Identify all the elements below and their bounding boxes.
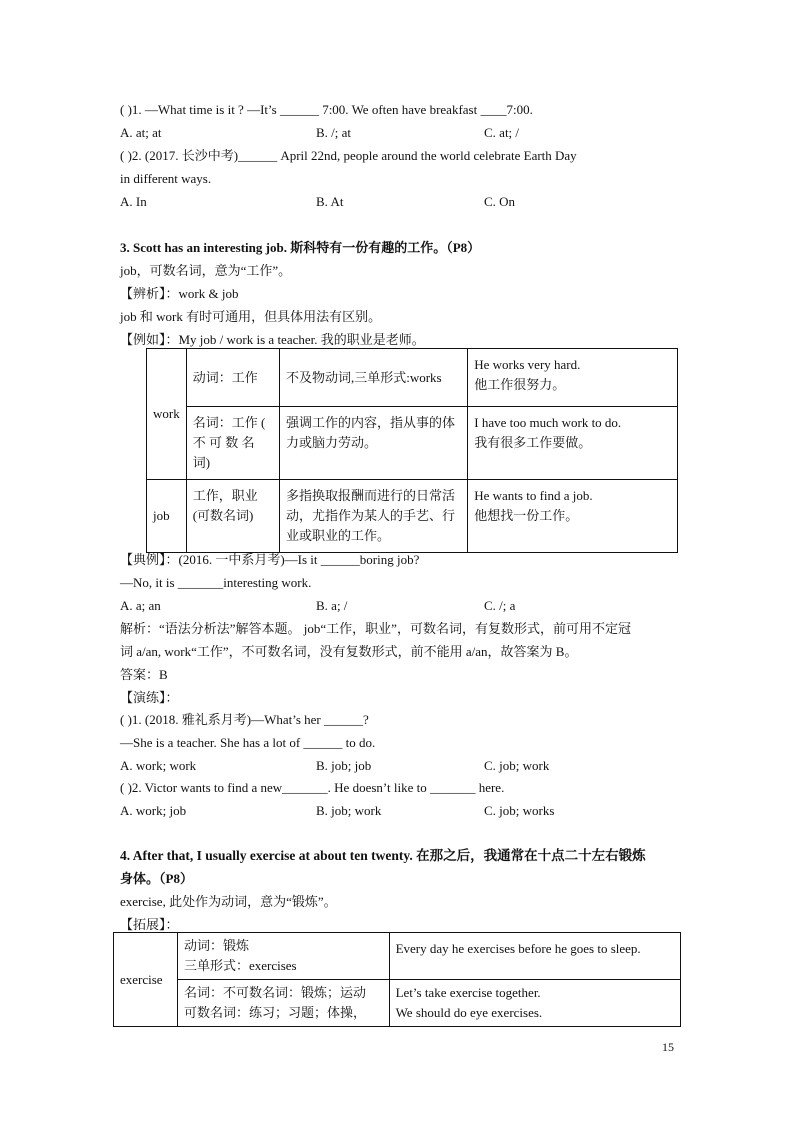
p2-option-b: B. job; work xyxy=(316,803,382,818)
example-question-2: —No, it is _______interesting work. xyxy=(120,575,312,590)
s3-line-3: job 和 work 有时可通用，但具体用法有区别。 xyxy=(120,309,382,324)
cell-job-example xyxy=(468,480,678,553)
s3-line-2: 【辨析】：work & job xyxy=(120,286,239,301)
s3-line-4: 【例如】：My job / work is a teacher. 我的职业是老师。 xyxy=(120,332,425,347)
q2-option-c: C. On xyxy=(484,194,516,209)
analysis-line-2: 词 a/an, work“工作”，不可数名词，没有复数形式，前不能用 a/an，故答案为 B。 xyxy=(120,644,578,659)
q2-option-a: A. In xyxy=(120,194,147,209)
s3-line-1: job，可数名词，意为“工作”。 xyxy=(120,263,292,278)
example-en: He works very hard. xyxy=(474,357,581,372)
analysis-line-1: 解析：“语法分析法”解答本题。 job“工作，职业”，可数名词，有复数形式，前可用不定冠 xyxy=(120,621,631,636)
example-zh: 他工作很努力。 xyxy=(474,377,566,392)
cell-job-word: job xyxy=(147,480,187,553)
example-en-2: We should do eye exercises. xyxy=(395,1005,543,1020)
cell-work-noun-type: 名词：工作 ( 不 可 数 名 词) xyxy=(186,407,279,480)
page-number: 15 xyxy=(662,1040,674,1054)
example-zh: 我有很多工作要做。 xyxy=(474,435,592,450)
exercise-table xyxy=(113,932,681,1027)
practice-heading: 【演练】： xyxy=(120,690,179,705)
q1-option-c: C. at; / xyxy=(484,125,520,140)
verb-third-person: 三单形式：exercises xyxy=(183,958,297,973)
practice-question-1b: —She is a teacher. She has a lot of ______ to do. xyxy=(120,735,376,750)
noun-countable: 可数名词：练习；习题；体操， xyxy=(183,1005,366,1020)
cell-work-verb-desc: 不及物动词,三单形式:works xyxy=(279,349,467,407)
section-3-title: 3. Scott has an interesting job. 斯科特有一份有趣的工作。（P8） xyxy=(120,240,481,255)
p1-option-a: A. work; work xyxy=(120,758,197,773)
q2-option-b: B. At xyxy=(316,194,344,209)
question-1: ( )1. —What time is it ? —It’s ______ 7:00. We often have breakfast ____7:00. xyxy=(120,102,533,117)
example-en: I have too much work to do. xyxy=(474,415,622,430)
example-zh: 他想找一份工作。 xyxy=(474,508,579,523)
noun-uncountable: 名词：不可数名词：锻炼；运动 xyxy=(183,985,366,1000)
example-question-1: 【典例】：(2016. 一中系月考)—Is it ______boring job? xyxy=(120,552,420,567)
p2-option-c: C. job; works xyxy=(484,803,555,818)
section-4-title: 4. After that, I usually exercise at about ten twenty. 在那之后，我通常在十点二十左右锻炼 xyxy=(120,848,646,863)
cell-exercise-word: exercise xyxy=(114,933,178,1027)
cell-work-verb-example xyxy=(468,349,678,407)
example-en-1: Let’s take exercise together. xyxy=(395,985,541,1000)
example-option-c: C. /; a xyxy=(484,598,516,613)
cell-work-noun-example xyxy=(468,407,678,480)
q1-option-a: A. at; at xyxy=(120,125,162,140)
question-2: ( )2. (2017. 长沙中考)______ April 22nd, people around the world celebrate Earth Day xyxy=(120,148,577,163)
answer: 答案：B xyxy=(120,667,168,682)
cell-work-noun-desc: 强调工作的内容，指从事的体力或脑力劳动。 xyxy=(279,407,467,480)
example-option-a: A. a; an xyxy=(120,598,161,613)
q1-option-b: B. /; at xyxy=(316,125,352,140)
cell-job-type: 工作，职业 (可数名词) xyxy=(186,480,279,553)
cell-exercise-noun-example xyxy=(389,980,680,1027)
cell-work-word: work xyxy=(147,349,187,480)
cell-exercise-verb xyxy=(177,933,389,980)
verb-meaning: 动词：锻炼 xyxy=(183,938,249,953)
cell-exercise-noun xyxy=(177,980,389,1027)
practice-question-1: ( )1. (2018. 雅礼系月考)—What’s her ______? xyxy=(120,712,369,727)
p2-option-a: A. work; job xyxy=(120,803,187,818)
s4-line-1: exercise, 此处作为动词，意为“锻炼”。 xyxy=(120,894,337,909)
p1-option-c: C. job; work xyxy=(484,758,550,773)
p1-option-b: B. job; job xyxy=(316,758,372,773)
example-option-b: B. a; / xyxy=(316,598,348,613)
work-job-table xyxy=(146,348,678,553)
example-en: He wants to find a job. xyxy=(474,488,593,503)
cell-work-verb-type: 动词：工作 xyxy=(186,349,279,407)
question-2-continued: in different ways. xyxy=(120,171,212,186)
practice-question-2: ( )2. Victor wants to find a new_______. He doesn’t like to _______ here. xyxy=(120,780,505,795)
cell-exercise-verb-example: Every day he exercises before he goes to sleep. xyxy=(389,933,680,980)
section-4-title-cont: 身体。（P8） xyxy=(120,871,193,886)
s4-line-2: 【拓展】： xyxy=(120,917,179,932)
cell-job-desc: 多指换取报酬而进行的日常活动，尤指作为某人的手艺、行业或职业的工作。 xyxy=(279,480,467,553)
